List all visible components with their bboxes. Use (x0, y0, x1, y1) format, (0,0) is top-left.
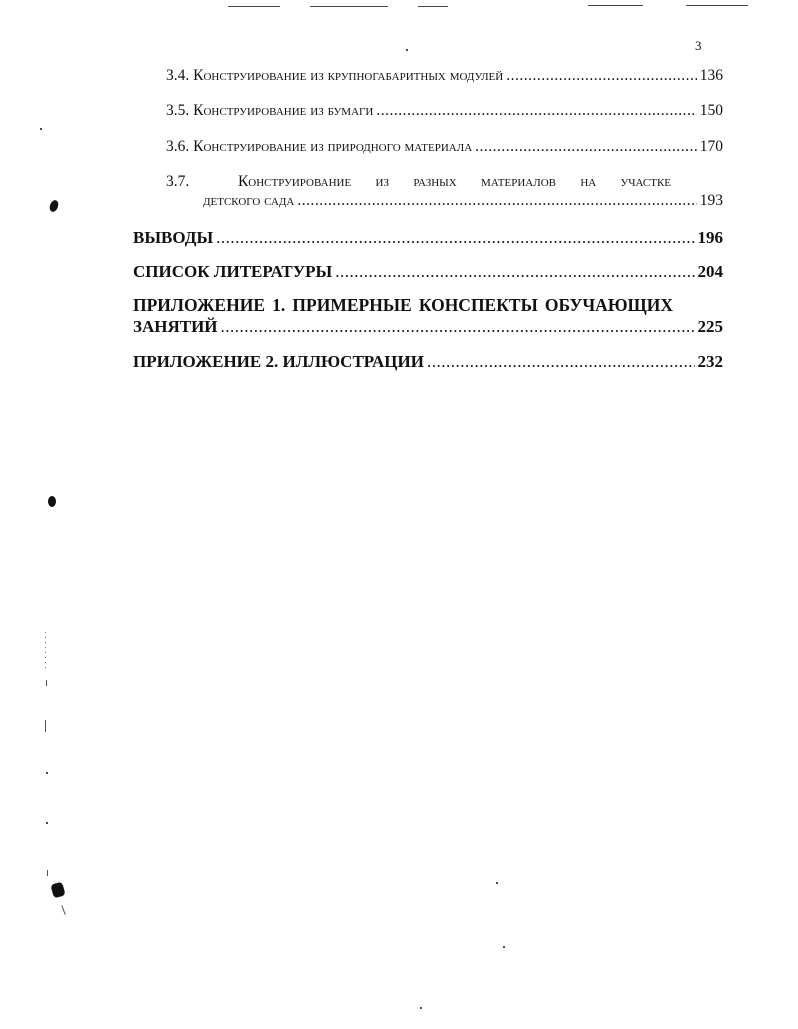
scan-speck (40, 128, 42, 130)
toc-entry-page: 232 (697, 352, 723, 371)
leader-dots (216, 231, 694, 248)
scan-mark (588, 5, 643, 6)
toc-entry-title: ЗАНЯТИЙ (133, 317, 218, 336)
toc-entry-page: 193 (699, 192, 723, 209)
scan-speck (496, 882, 498, 884)
scan-mark (418, 6, 448, 7)
toc-entry-title: СПИСОК ЛИТЕРАТУРЫ (133, 262, 333, 281)
scan-mark (45, 632, 46, 668)
toc-entry-page: 225 (697, 317, 723, 336)
toc-entry (166, 102, 723, 120)
toc-appendix-entry (133, 317, 723, 337)
leader-dots (427, 355, 695, 372)
scan-mark (228, 6, 280, 7)
toc-entry-title: ВЫВОДЫ (133, 228, 214, 247)
toc-entry-continuation (203, 192, 723, 210)
toc-entry-page: 150 (699, 102, 723, 119)
leader-dots (221, 320, 695, 337)
scan-speck (48, 496, 56, 507)
toc-appendix-entry (133, 352, 723, 372)
scan-mark (46, 680, 47, 686)
toc-entry-line (166, 173, 671, 191)
toc-main-entry (133, 262, 723, 282)
toc-entry-page: 170 (699, 138, 723, 155)
toc-entry-page: 196 (697, 228, 723, 247)
toc-main-entry (133, 228, 723, 248)
toc-entry-number: 3.4. (166, 67, 190, 84)
scan-speck (50, 882, 65, 899)
scan-mark (45, 720, 46, 732)
toc-entry-title: Конструирование из разных материалов на участке (237, 173, 671, 190)
toc-entry-title: Конструирование из природного материала (193, 138, 473, 155)
toc-entry (166, 67, 723, 85)
toc-appendix-line (133, 295, 673, 316)
toc-entry-number: 3.5. (166, 102, 190, 119)
toc-entry-title: Конструирование из бумаги (193, 102, 374, 119)
toc-entry (166, 138, 723, 156)
leader-dots (335, 265, 694, 282)
page-number: 3 (695, 38, 702, 53)
scan-speck (46, 822, 48, 824)
toc-entry-title: ПРИЛОЖЕНИЕ 2. ИЛЛЮСТРАЦИИ (133, 352, 424, 371)
scan-speck (48, 199, 60, 213)
leader-dots (376, 105, 696, 121)
toc-entry-page: 136 (699, 67, 723, 84)
toc-entry-title: детского сада (203, 192, 295, 209)
scan-mark (47, 870, 48, 876)
leader-dots (506, 70, 697, 86)
toc-entry-number: 3.7. (166, 173, 190, 190)
toc-entry-title: ПРИЛОЖЕНИЕ 1. ПРИМЕРНЫЕ КОНСПЕКТЫ ОБУЧАЮЩИХ (133, 295, 673, 315)
leader-dots (297, 195, 696, 211)
scan-speck (503, 946, 505, 948)
scan-speck (406, 49, 408, 51)
leader-dots (475, 141, 697, 157)
scan-mark (310, 6, 388, 7)
scan-mark (61, 905, 65, 915)
toc-entry-title: Конструирование из крупногабаритных модулей (193, 67, 504, 84)
scan-mark (686, 5, 748, 6)
toc-entry-number: 3.6. (166, 138, 190, 155)
scan-speck (420, 1007, 422, 1009)
toc-entry-page: 204 (697, 262, 723, 281)
scan-speck (46, 772, 48, 774)
